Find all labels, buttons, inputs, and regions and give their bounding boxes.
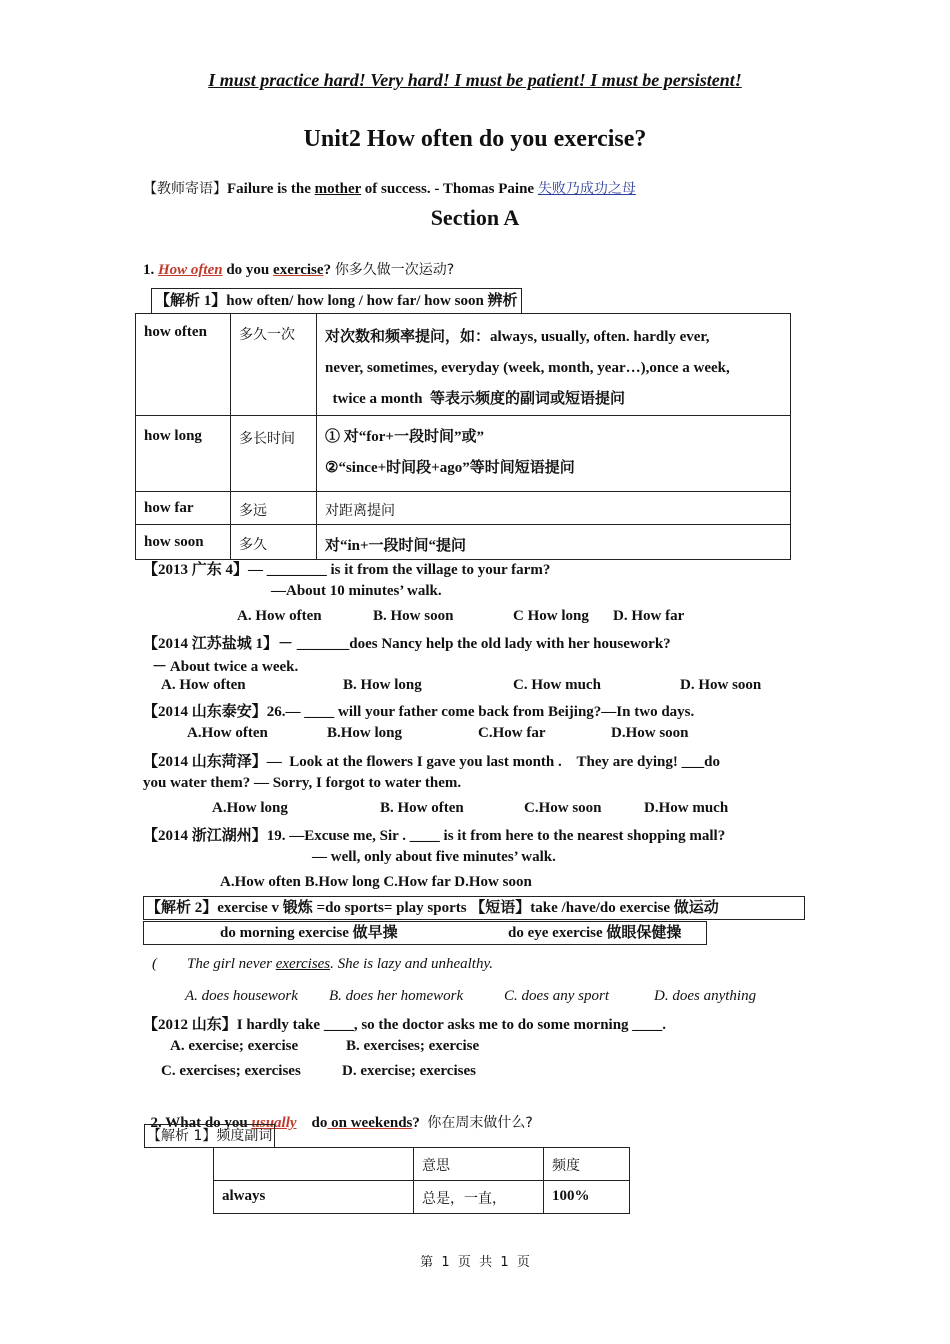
italic-question-underlined: exercises xyxy=(275,956,331,972)
italic-option: D. does anything xyxy=(654,988,757,1004)
exercise-3-option: C.How far xyxy=(478,725,546,741)
teacher-message-pre: Failure is the xyxy=(227,181,315,197)
desc-line: 对次数和频率提问，如：always, usually, often. hardly ever, xyxy=(325,329,710,345)
teacher-message-underlined: mother xyxy=(314,181,362,197)
q2-adverb: usually xyxy=(251,1115,297,1131)
teacher-message-tag: 【教师寄语】 xyxy=(143,181,227,197)
term-cell: how often xyxy=(136,314,231,416)
meaning-cell: 多远 xyxy=(231,492,317,525)
analysis-2-phrase-a: do morning exercise 做早操 xyxy=(220,925,398,941)
exercise-2-answer: － About twice a week. xyxy=(152,659,299,675)
italic-option: A. does housework xyxy=(185,988,298,1004)
q1-translation: 你多久做一次运动? xyxy=(334,262,455,278)
exercise-6-option: C. exercises; exercises xyxy=(161,1063,301,1079)
exercise-5-options: A.How often B.How long C.How far D.How soon xyxy=(220,874,532,890)
exercise-3-question: 【2014 山东泰安】26.— ____ will your father come back from Beijing?—In two days. xyxy=(143,704,695,720)
desc-cell xyxy=(317,416,791,492)
exercise-5-question: 【2014 浙江湖州】19. —Excuse me, Sir . ____ is it from here to the nearest shopping mall? xyxy=(143,828,726,844)
exercise-5-answer: — well, only about five minutes’ walk. xyxy=(312,849,556,865)
exercise-4-option: A.How long xyxy=(212,800,288,816)
desc-line: twice a month 等表示频度的副词或短语提问 xyxy=(325,391,625,407)
exercise-1-option: A. How often xyxy=(237,608,322,624)
desc-cell xyxy=(317,314,791,416)
exercise-1-option: C How long xyxy=(513,608,589,624)
q2-mid: do xyxy=(296,1115,328,1131)
exercise-3-option: A.How often xyxy=(187,725,268,741)
header-cell xyxy=(214,1148,414,1181)
table-row xyxy=(136,525,791,560)
exercise-6-option: A. exercise; exercise xyxy=(170,1038,299,1054)
q2-translation: 你在周末做什么? xyxy=(427,1115,533,1131)
exercise-2-option: D. How soon xyxy=(680,677,762,693)
analysis-1-table xyxy=(135,313,791,560)
italic-question xyxy=(152,956,493,973)
analysis-3-label-text: 【解析 1】频度副词 xyxy=(147,1128,273,1144)
desc-line: ②“since+时间段+ago”等时间短语提问 xyxy=(325,460,575,476)
teacher-message-post: of success. - Thomas Paine xyxy=(361,181,538,197)
q2-phrase: on weekends xyxy=(327,1115,413,1131)
desc-line: ① 对“for+一段时间”或” xyxy=(325,429,484,445)
table-row xyxy=(136,314,791,416)
exercise-1-question: 【2013 广东 4】— ________ is it from the village to your farm? xyxy=(143,562,551,578)
exercise-1-option: D. How far xyxy=(613,608,685,624)
teacher-message xyxy=(143,178,636,198)
desc-cell: 对距离提问 xyxy=(317,492,791,525)
header-motto: I must practice hard! Very hard! I must be patient! I must be persistent! xyxy=(208,70,742,90)
page-footer: 第 1 页 共 1 页 xyxy=(420,1255,530,1270)
table-row xyxy=(136,416,791,492)
exercise-3-option: D.How soon xyxy=(611,725,689,741)
question-1 xyxy=(143,259,454,279)
table-row xyxy=(136,492,791,525)
exercise-2-question: 【2014 江苏盐城 1】－ _______does Nancy help the old lady with her housework? xyxy=(143,636,671,652)
page-title: Unit2 How often do you exercise? xyxy=(303,126,647,152)
exercise-6-option: D. exercise; exercises xyxy=(342,1063,476,1079)
meaning-cell: 多长时间 xyxy=(231,416,317,492)
frequency-cell: 100% xyxy=(544,1181,630,1214)
teacher-message-chinese: 失败乃成功之母 xyxy=(537,181,636,197)
header-cell: 意思 xyxy=(414,1148,544,1181)
exercise-1-option: B. How soon xyxy=(373,608,454,624)
term-cell: how far xyxy=(136,492,231,525)
q1-num: 1. xyxy=(143,262,158,278)
section-heading: Section A xyxy=(430,205,520,230)
italic-question-pre: The girl never xyxy=(187,956,276,972)
desc-cell: 对“in+一段时间“提问 xyxy=(317,525,791,560)
term-cell: how long xyxy=(136,416,231,492)
q1-word: exercise xyxy=(273,262,324,278)
meaning-cell: 多久一次 xyxy=(231,314,317,416)
exercise-6-question: 【2012 山东】I hardly take ____, so the doctor asks me to do some morning ____. xyxy=(143,1017,667,1033)
analysis-2-line-1-text: 【解析 2】exercise v 锻炼 =do sports= play sports 【短语】take /have/do exercise 做运动 xyxy=(146,900,719,916)
desc-line: never, sometimes, everyday (week, month, year…),once a week, xyxy=(325,360,730,376)
exercise-2-option: C. How much xyxy=(513,677,601,693)
q1-mid: do you xyxy=(222,262,274,278)
meaning-cell: 多久 xyxy=(231,525,317,560)
term-cell: how soon xyxy=(136,525,231,560)
table-row xyxy=(214,1181,630,1214)
analysis-2-line-1 xyxy=(143,896,805,920)
exercise-3-option: B.How long xyxy=(327,725,403,741)
exercise-6-option: B. exercises; exercise xyxy=(346,1038,480,1054)
exercise-4-option: B. How often xyxy=(380,800,464,816)
analysis-1-label xyxy=(151,288,522,314)
header-cell: 频度 xyxy=(544,1148,630,1181)
adverb-cell: always xyxy=(214,1181,414,1214)
exercise-4-question-line-1: 【2014 山东菏泽】— Look at the flowers I gave you last month . They are dying! ___do xyxy=(143,754,720,770)
italic-question-post: . She is lazy and unhealthy. xyxy=(330,956,494,972)
italic-option: B. does her homework xyxy=(329,988,464,1004)
exercise-2-option: B. How long xyxy=(343,677,422,693)
frequency-table xyxy=(213,1147,630,1214)
analysis-2-line-2 xyxy=(143,921,707,945)
meaning-cell: 总是，一直， xyxy=(414,1181,544,1214)
exercise-1-answer: —About 10 minutes’ walk. xyxy=(271,583,442,599)
analysis-3-label xyxy=(144,1124,275,1148)
exercise-2-option: A. How often xyxy=(161,677,246,693)
q2-end: ? xyxy=(412,1115,420,1131)
italic-question-paren: ( xyxy=(152,956,157,972)
exercise-4-question-line-2: you water them? — Sorry, I forgot to water them. xyxy=(143,775,462,791)
analysis-1-label-text: 【解析 1】how often/ how long / how far/ how soon 辨析 xyxy=(155,293,518,309)
exercise-4-option: C.How soon xyxy=(524,800,602,816)
table-row xyxy=(214,1148,630,1181)
analysis-2-phrase-b: do eye exercise 做眼保健操 xyxy=(508,925,682,941)
q1-end: ? xyxy=(323,262,332,278)
italic-option: C. does any sport xyxy=(504,988,609,1004)
q1-phrase: How often xyxy=(158,262,223,278)
exercise-4-option: D.How much xyxy=(644,800,729,816)
q2-pre: 2. What do you xyxy=(150,1115,252,1131)
